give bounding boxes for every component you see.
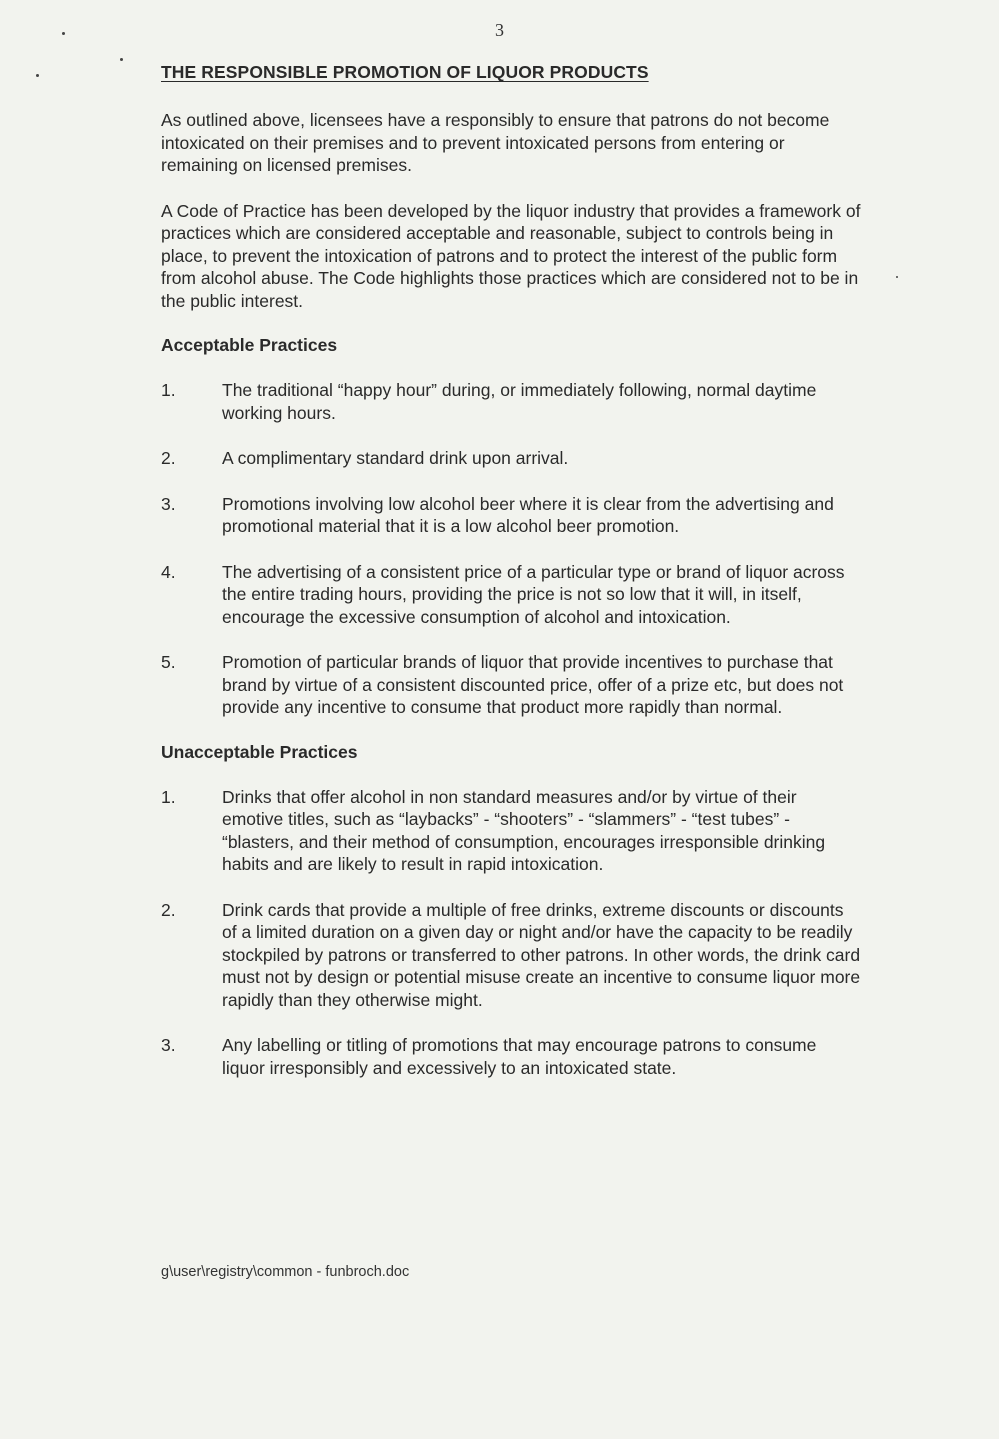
list-item-number: 3. <box>161 493 176 514</box>
scan-speck <box>896 276 898 278</box>
scan-speck <box>120 58 123 61</box>
acceptable-list-item <box>161 379 861 424</box>
list-item-number: 4. <box>161 561 176 582</box>
document-body <box>161 62 861 1102</box>
list-item-text: Promotion of particular brands of liquor that provide incentives to purchase that brand by virtue of a consistent discounted price, offer of a prize etc, but does not provide any incentive to consume that product more rapidly than normal. <box>222 652 844 717</box>
unacceptable-list-item <box>161 899 861 1012</box>
list-item-number: 1. <box>161 786 176 807</box>
list-item-text: The traditional “happy hour” during, or immediately following, normal daytime working hours. <box>222 380 817 423</box>
list-item-text: Drink cards that provide a multiple of free drinks, extreme discounts or discounts of a limited duration on a given day or night and/or have the capacity to be readily stockpiled by patrons or transferred to other patrons. In other words, the drink card must not by design or potential misuse create an incentive to consume liquor more rapidly than they otherwise might. <box>222 899 861 1010</box>
unacceptable-practices-heading: Unacceptable Practices <box>161 741 358 762</box>
intro-paragraph: As outlined above, licensees have a responsibly to ensure that patrons do not become intoxicated on their premises and to prevent intoxicated persons from entering or remaining on licensed premises. <box>161 110 830 175</box>
list-item-number: 2. <box>161 899 176 920</box>
list-item-text: Promotions involving low alcohol beer where it is clear from the advertising and promotional material that it is a low alcohol beer promotion. <box>222 493 834 536</box>
intro-paragraph: A Code of Practice has been developed by the liquor industry that provides a framework of practices which are considered acceptable and reasonable, subject to controls being in place, to prevent the intoxication of patrons and to protect the interest of the public form from alcohol abuse. The Code highlights those practices which are considered not to be in the public interest. <box>161 200 861 311</box>
page-number: 3 <box>495 20 504 40</box>
acceptable-practices-heading: Acceptable Practices <box>161 335 338 355</box>
list-item-number: 1. <box>161 380 176 400</box>
list-item-number: 2. <box>161 448 176 468</box>
scan-speck <box>36 74 39 77</box>
acceptable-list-item <box>161 447 861 470</box>
document-footer-filepath: g\user\registry\common - funbroch.doc <box>161 1264 410 1280</box>
acceptable-list-item <box>161 651 861 719</box>
list-item-text: The advertising of a consistent price of a particular type or brand of liquor across the entire trading hours, providing the price is not so low that it will, in itself, encourage the excessive consumption of alcohol and intoxication. <box>222 561 845 627</box>
list-item-text: Drinks that offer alcohol in non standard measures and/or by virtue of their emotive titles, such as “laybacks” - “shooters” - “slammers” - “test tubes” - “blasters, and their method of consumption, encourages irresponsible drinking habits and are likely to result in rapid intoxication. <box>222 786 826 874</box>
acceptable-list-item <box>161 561 861 629</box>
document-title: THE RESPONSIBLE PROMOTION OF LIQUOR PRODUCTS <box>161 62 649 82</box>
list-item-text: Any labelling or titling of promotions that may encourage patrons to consume liquor irresponsibly and excessively to an intoxicated state. <box>222 1035 817 1078</box>
list-item-text: A complimentary standard drink upon arrival. <box>222 448 569 468</box>
list-item-number: 3. <box>161 1035 176 1055</box>
unacceptable-list-item <box>161 786 861 876</box>
list-item-number: 5. <box>161 652 176 672</box>
unacceptable-list-item <box>161 1034 861 1079</box>
acceptable-list-item <box>161 493 861 538</box>
